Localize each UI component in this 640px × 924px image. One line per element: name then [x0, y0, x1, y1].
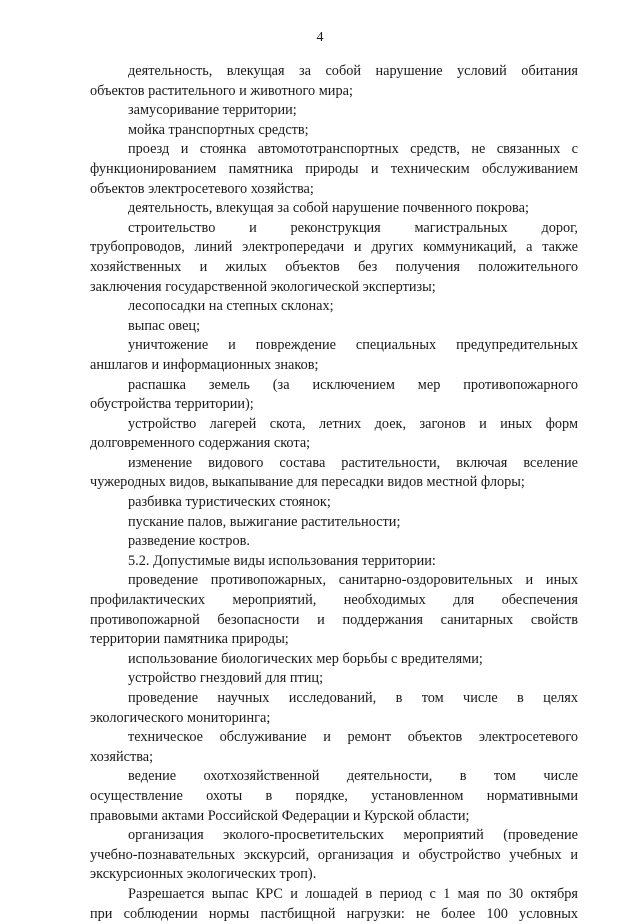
text-line: противопожарной безопасности и поддержания санитарных свойств [90, 611, 578, 628]
document-body [90, 62, 578, 924]
text-line: проведение научных исследований, в том числе в целях [128, 690, 578, 706]
text-line: долговременного содержания скота; [90, 435, 311, 452]
text-line: учебно-познавательных экскурсий, организация и обустройство учебных и [90, 846, 578, 863]
text-line: заключения государственной экологической экспертизы; [90, 278, 436, 295]
text-line: правовыми актами Российской Федерации и Курской области; [90, 807, 470, 824]
text-line: экскурсионных экологических троп). [90, 866, 317, 883]
text-line: разведение костров. [128, 533, 250, 550]
text-line: выпас овец; [128, 317, 201, 334]
text-line: пускание палов, выжигание растительности; [128, 513, 401, 530]
text-line: аншлагов и информационных знаков; [90, 356, 319, 373]
text-line: техническое обслуживание и ремонт объектов электросетевого [128, 729, 578, 746]
text-line: Разрешается выпас КРС и лошадей в период с 1 мая по 30 октября [128, 885, 578, 902]
text-line: хозяйственных и жилых объектов без получения положительного [90, 258, 578, 275]
text-line: деятельность, влекущая за собой нарушение условий обитания [128, 63, 578, 79]
text-line: организация эколого-просветительских мероприятий (проведение [128, 827, 578, 844]
text-line: осуществление охоты в порядке, установленном нормативными [90, 787, 578, 804]
text-line: при соблюдении нормы пастбищной нагрузки: не более 100 условных [90, 905, 578, 922]
text-line: изменение видового состава растительности, включая вселение [128, 454, 578, 471]
text-line: чужеродных видов, выкапывание для пересадки видов местной флоры; [90, 474, 525, 491]
text-line: ведение охотхозяйственной деятельности, в том числе [128, 768, 578, 785]
text-line: профилактических мероприятий, необходимых для обеспечения [90, 592, 578, 609]
text-line: объектов растительного и животного мира; [90, 82, 353, 99]
text-line: мойка транспортных средств; [128, 121, 309, 138]
text-line: устройство гнездовий для птиц; [128, 670, 324, 687]
text-line: хозяйства; [90, 748, 154, 765]
text-line: территории памятника природы; [90, 631, 289, 648]
text-line: объектов электросетевого хозяйства; [90, 180, 314, 197]
text-line: проезд и стоянка автомототранспортных средств, не связанных с [128, 141, 578, 158]
text-line: уничтожение и повреждение специальных предупредительных [128, 337, 578, 354]
text-line: трубопроводов, линий электропередачи и других коммуникаций, а также [90, 239, 578, 256]
text-line: деятельность, влекущая за собой нарушение почвенного покрова; [128, 200, 529, 217]
text-line: экологического мониторинга; [90, 709, 271, 726]
text-line: замусоривание территории; [128, 102, 297, 119]
text-line: лесопосадки на степных склонах; [128, 298, 334, 315]
text-line: 5.2. Допустимые виды использования территории: [128, 552, 436, 569]
text-line: проведение противопожарных, санитарно-оздоровительных и иных [128, 572, 578, 589]
text-line: распашка земель (за исключением мер противопожарного [128, 376, 578, 393]
text-line: использование биологических мер борьбы с вредителями; [128, 650, 483, 667]
text-line: строительство и реконструкция магистральных дорог, [128, 219, 578, 236]
text-line: функционированием памятника природы и техническим обслуживанием [90, 160, 578, 177]
text-line: устройство лагерей скота, летних доек, загонов и иных форм [128, 415, 578, 432]
text-line: обустройства территории); [90, 396, 254, 413]
text-line: разбивка туристических стоянок; [128, 494, 331, 511]
page-number: 4 [316, 30, 324, 45]
